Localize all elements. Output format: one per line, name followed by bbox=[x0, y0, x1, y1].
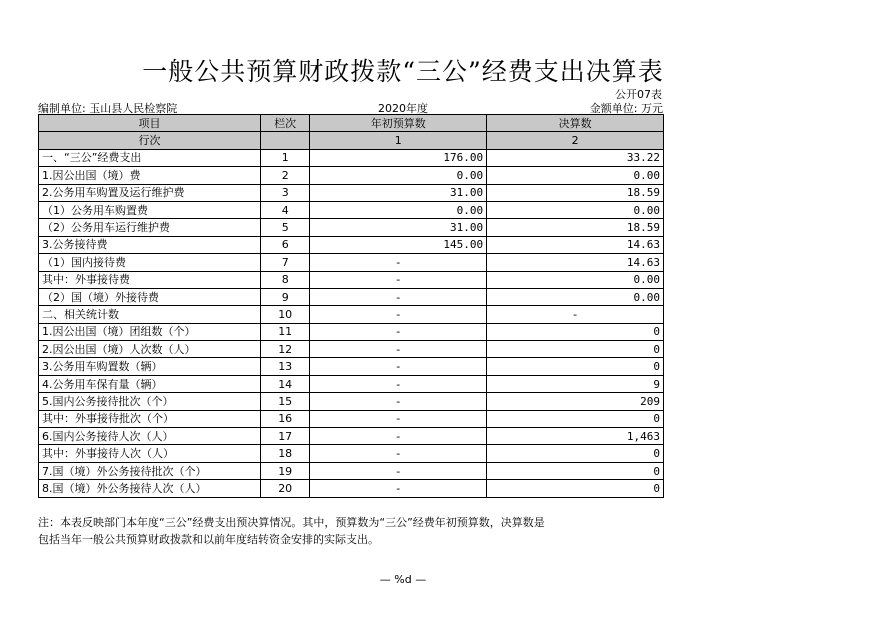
row-col: 18 bbox=[261, 445, 310, 462]
table-row bbox=[39, 358, 664, 375]
row-col: 17 bbox=[261, 428, 310, 445]
amount-unit: 金额单位: 万元 bbox=[589, 102, 663, 115]
three-public-expenses-table bbox=[38, 114, 664, 498]
row-final: 14.63 bbox=[487, 236, 664, 253]
table-row bbox=[39, 288, 664, 305]
row-item: （1）公务用车购置费 bbox=[39, 201, 261, 218]
row-final: 0 bbox=[487, 462, 664, 479]
row-budget: - bbox=[310, 306, 487, 323]
row-item: 1.因公出国（境）团组数（个） bbox=[39, 323, 261, 340]
row-budget: - bbox=[310, 323, 487, 340]
row-budget: - bbox=[310, 428, 487, 445]
row-item: 其中：外事接待批次（个） bbox=[39, 410, 261, 427]
row-final: 0 bbox=[487, 410, 664, 427]
reporting-unit: 编制单位: 玉山县人民检察院 bbox=[38, 102, 178, 115]
row-item: 2.因公出国（境）人次数（人） bbox=[39, 341, 261, 358]
row-item: 3.公务接待费 bbox=[39, 236, 261, 253]
form-number: 公开07表 bbox=[615, 88, 662, 101]
table-header-row bbox=[39, 115, 664, 132]
row-budget: - bbox=[310, 445, 487, 462]
row-final: 33.22 bbox=[487, 149, 664, 166]
row-item: 2.公务用车购置及运行维护费 bbox=[39, 184, 261, 201]
row-item: 5.国内公务接待批次（个） bbox=[39, 393, 261, 410]
table-meta bbox=[38, 100, 663, 114]
row-final: 0.00 bbox=[487, 167, 664, 184]
row-final: 1,463 bbox=[487, 428, 664, 445]
row-col: 20 bbox=[261, 480, 310, 497]
row-final: 18.59 bbox=[487, 184, 664, 201]
table-subheader-row bbox=[39, 132, 664, 149]
row-item: 其中：外事接待费 bbox=[39, 271, 261, 288]
row-item: 6.国内公务接待人次（人） bbox=[39, 428, 261, 445]
row-budget: - bbox=[310, 480, 487, 497]
row-final: 0 bbox=[487, 358, 664, 375]
row-budget: - bbox=[310, 341, 487, 358]
header-col-blank bbox=[261, 132, 310, 149]
row-col: 7 bbox=[261, 254, 310, 271]
row-item: 二、相关统计数 bbox=[39, 306, 261, 323]
row-col: 5 bbox=[261, 219, 310, 236]
row-item: （2）国（境）外接待费 bbox=[39, 288, 261, 305]
row-budget: - bbox=[310, 393, 487, 410]
table-row bbox=[39, 462, 664, 479]
table-row bbox=[39, 341, 664, 358]
row-final: 0.00 bbox=[487, 288, 664, 305]
table-row bbox=[39, 393, 664, 410]
table-row bbox=[39, 428, 664, 445]
row-col: 10 bbox=[261, 306, 310, 323]
table-row bbox=[39, 375, 664, 392]
table-row bbox=[39, 254, 664, 271]
row-item: 7.国（境）外公务接待批次（个） bbox=[39, 462, 261, 479]
row-budget: 0.00 bbox=[310, 201, 487, 218]
header-budget-no: 1 bbox=[310, 132, 487, 149]
page-footer: — %d — bbox=[379, 573, 427, 586]
row-col: 13 bbox=[261, 358, 310, 375]
row-final: 209 bbox=[487, 393, 664, 410]
row-col: 16 bbox=[261, 410, 310, 427]
row-budget: 31.00 bbox=[310, 219, 487, 236]
table-row bbox=[39, 445, 664, 462]
row-col: 8 bbox=[261, 271, 310, 288]
row-budget: 145.00 bbox=[310, 236, 487, 253]
row-col: 2 bbox=[261, 167, 310, 184]
row-item: 一、“三公”经费支出 bbox=[39, 149, 261, 166]
row-col: 1 bbox=[261, 149, 310, 166]
table-row bbox=[39, 149, 664, 166]
table-row bbox=[39, 184, 664, 201]
row-col: 15 bbox=[261, 393, 310, 410]
table-row bbox=[39, 271, 664, 288]
row-budget: 31.00 bbox=[310, 184, 487, 201]
row-col: 11 bbox=[261, 323, 310, 340]
row-budget: - bbox=[310, 462, 487, 479]
table-row bbox=[39, 480, 664, 497]
row-budget: - bbox=[310, 288, 487, 305]
row-budget: 0.00 bbox=[310, 167, 487, 184]
row-budget: - bbox=[310, 358, 487, 375]
row-budget: - bbox=[310, 254, 487, 271]
row-budget: - bbox=[310, 410, 487, 427]
row-final: 9 bbox=[487, 375, 664, 392]
row-col: 19 bbox=[261, 462, 310, 479]
row-item: 1.因公出国（境）费 bbox=[39, 167, 261, 184]
row-final: 0 bbox=[487, 445, 664, 462]
table-row bbox=[39, 410, 664, 427]
table-row bbox=[39, 219, 664, 236]
row-budget: 176.00 bbox=[310, 149, 487, 166]
row-item: 其中：外事接待人次（人） bbox=[39, 445, 261, 462]
note-line-1: 注：本表反映部门本年度“三公”经费支出预决算情况。其中，预算数为“三公”经费年初预算数，决算数是 bbox=[38, 516, 545, 529]
table-row bbox=[39, 306, 664, 323]
fiscal-year: 2020年度 bbox=[378, 102, 428, 115]
row-budget: - bbox=[310, 375, 487, 392]
page-title: 一般公共预算财政拨款“三公”经费支出决算表 bbox=[142, 57, 664, 86]
row-col: 6 bbox=[261, 236, 310, 253]
row-budget: - bbox=[310, 271, 487, 288]
row-item: 3.公务用车购置数（辆） bbox=[39, 358, 261, 375]
header-col: 栏次 bbox=[261, 115, 310, 132]
header-row-label: 行次 bbox=[39, 132, 261, 149]
row-final: 0 bbox=[487, 480, 664, 497]
row-final: 0.00 bbox=[487, 201, 664, 218]
row-col: 3 bbox=[261, 184, 310, 201]
header-final-no: 2 bbox=[487, 132, 664, 149]
header-final: 决算数 bbox=[487, 115, 664, 132]
row-col: 12 bbox=[261, 341, 310, 358]
table-row bbox=[39, 167, 664, 184]
row-item: （1）国内接待费 bbox=[39, 254, 261, 271]
row-item: （2）公务用车运行维护费 bbox=[39, 219, 261, 236]
row-final: 14.63 bbox=[487, 254, 664, 271]
row-final: 0 bbox=[487, 341, 664, 358]
row-final: 0.00 bbox=[487, 271, 664, 288]
table-row bbox=[39, 323, 664, 340]
row-final: 0 bbox=[487, 323, 664, 340]
row-final: - bbox=[487, 306, 664, 323]
row-col: 9 bbox=[261, 288, 310, 305]
table-row bbox=[39, 201, 664, 218]
table-note bbox=[38, 514, 668, 548]
row-final: 18.59 bbox=[487, 219, 664, 236]
row-col: 4 bbox=[261, 201, 310, 218]
row-item: 4.公务用车保有量（辆） bbox=[39, 375, 261, 392]
header-budget: 年初预算数 bbox=[310, 115, 487, 132]
header-item: 项目 bbox=[39, 115, 261, 132]
note-line-2: 包括当年一般公共预算财政拨款和以前年度结转资金安排的实际支出。 bbox=[38, 533, 379, 546]
table-row bbox=[39, 236, 664, 253]
row-item: 8.国（境）外公务接待人次（人） bbox=[39, 480, 261, 497]
row-col: 14 bbox=[261, 375, 310, 392]
